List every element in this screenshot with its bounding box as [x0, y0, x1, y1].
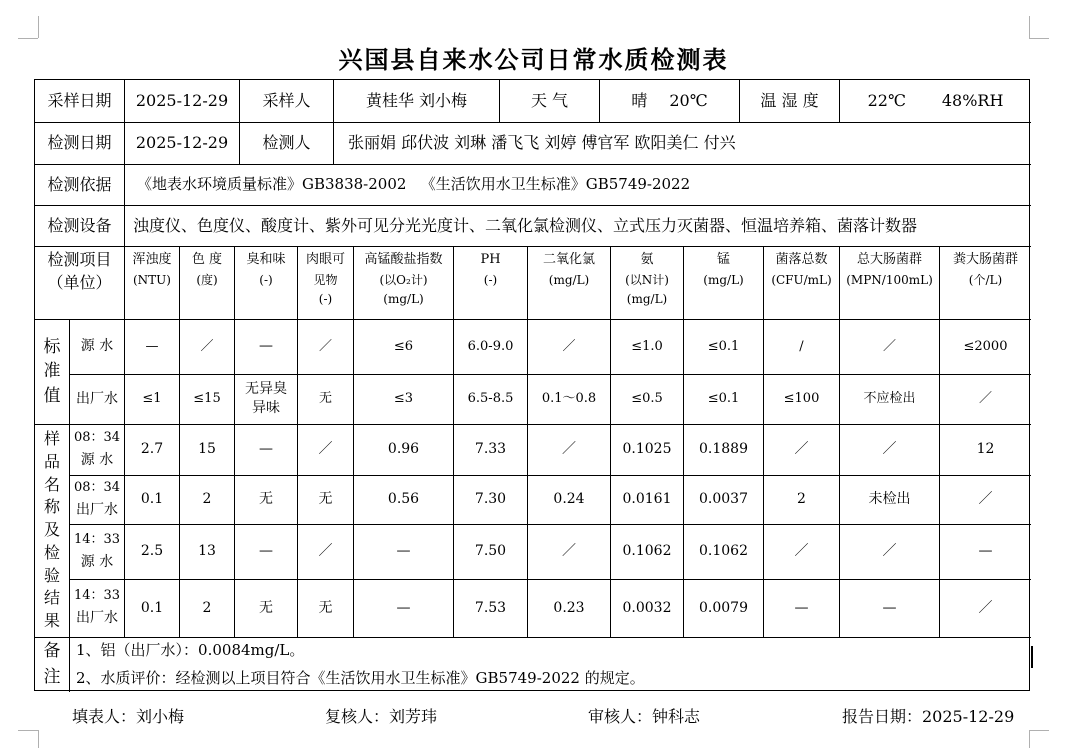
report-date: 报告日期：2025-12-29 [842, 707, 1015, 726]
standard-value-cell: 无 [318, 391, 332, 407]
standard-value-cell: / [799, 338, 804, 354]
sample-value-cell: ／ [978, 491, 993, 508]
standard-value-cell: ≤0.1 [707, 338, 740, 354]
column-header [454, 246, 527, 319]
sample-value-cell: 无 [318, 491, 333, 508]
column-header-line: (mg/L) [548, 272, 590, 287]
equipment-value: 浊度仪、色度仪、酸度计、紫外可见分光光度计、二氧化氯检测仪、立式压力灭菌器、恒温培养箱、菌落计数器 [133, 215, 918, 235]
sample-time: 14：33 [73, 531, 121, 547]
sample-time: 08：34 [73, 479, 121, 495]
column-header-line: (mg/L) [703, 272, 744, 287]
sample-value-cell: ／ [318, 543, 333, 560]
crop-mark [38, 16, 39, 38]
weather-label: 天 气 [530, 91, 569, 111]
sample-value-cell: 0.1062 [699, 543, 748, 560]
remark-line-1: 1、铝（出厂水）：0.0084mg/L。 [76, 641, 305, 660]
column-header-line: 菌落总数 [775, 252, 828, 267]
water-quality-table [34, 79, 1030, 691]
column-header-line: PH [480, 252, 501, 267]
page-title: 兴国县自来水公司日常水质检测表 [338, 45, 729, 74]
sample-value-cell: 0.1 [140, 491, 164, 508]
sample-value-cell: 0.1 [140, 599, 164, 616]
column-header-line: 臭和味 [246, 252, 286, 267]
equipment-label: 检测设备 [47, 215, 112, 235]
sample-source: 源 水 [80, 451, 114, 468]
sample-value-cell: 7.30 [474, 491, 507, 508]
weather-temperature: 20℃ [669, 91, 708, 111]
sample-label-char: 果 [43, 611, 60, 631]
sample-value-cell: — [259, 441, 273, 458]
sample-label [35, 424, 69, 637]
sample-label-char: 名 [43, 474, 60, 494]
sample-row-label [70, 524, 124, 579]
column-header-line: 见物 [313, 272, 338, 287]
column-header [354, 246, 453, 319]
standard-value-cell: ≤100 [783, 391, 820, 407]
column-header-line: (mg/L) [383, 291, 424, 306]
standard-value-cell: ≤1.0 [631, 338, 663, 354]
standard-value-cell: ≤0.1 [707, 391, 740, 407]
remarks-label-char: 备 [43, 641, 61, 661]
column-header-line: 色 度 [191, 252, 223, 267]
sample-value-cell: 未检出 [868, 491, 911, 508]
sample-value-cell: 7.50 [474, 543, 507, 560]
sample-value-cell: 7.53 [474, 599, 507, 616]
column-header [528, 246, 610, 319]
sample-time: 08：34 [73, 429, 121, 445]
crop-mark [1029, 730, 1049, 731]
standard-row-label: 源 水 [80, 338, 114, 355]
sample-value-cell: 0.0032 [622, 599, 672, 616]
standard-value-cell: ≤0.5 [631, 391, 663, 407]
sample-value-cell: 无 [259, 491, 273, 508]
sample-value-cell: 0.23 [553, 599, 585, 616]
temperature-value: 22℃ [867, 91, 906, 111]
sample-label-char: 检 [43, 542, 60, 562]
standard-label-char: 标 [43, 336, 61, 357]
standard-row-label: 出厂水 [76, 390, 118, 407]
weather-value [600, 80, 739, 122]
column-header-line: 锰 [716, 252, 730, 267]
sample-label-char: 及 [43, 520, 60, 540]
standard-value-cell: 0.1～0.8 [541, 391, 597, 407]
column-header-line: (-) [318, 291, 333, 306]
crop-mark [1029, 16, 1030, 38]
standard-value-cell: — [145, 338, 159, 354]
standard-value-cell: ／ [200, 338, 214, 354]
column-header-line: (MPN/100mL) [846, 272, 933, 287]
sample-value-cell: ／ [882, 543, 897, 560]
column-header-line: 二氧化氯 [542, 252, 595, 267]
sample-value-cell: 0.0037 [699, 491, 748, 508]
column-header-line: (以O₂计) [379, 272, 428, 287]
standard-label-char: 值 [43, 385, 61, 406]
column-header-line: (NTU) [133, 272, 171, 287]
sample-value-cell: 12 [976, 441, 995, 458]
standard-value-cell: — [259, 338, 273, 355]
sample-source: 源 水 [80, 553, 114, 570]
sample-value-cell: ／ [882, 441, 897, 458]
column-header-line: 浑浊度 [132, 252, 172, 267]
column-header-line: (mg/L) [626, 291, 668, 306]
sample-value-cell: 0.1062 [622, 543, 672, 560]
column-header [298, 246, 353, 319]
sample-value-cell: ／ [562, 441, 576, 458]
temp-humidity-value [840, 80, 1031, 122]
sample-date-label: 采样日期 [47, 91, 112, 111]
sample-value-cell: — [882, 599, 897, 616]
sample-label-char: 结 [43, 588, 60, 608]
column-header [764, 246, 839, 319]
sample-value-cell: — [259, 543, 273, 560]
temp-humidity-label: 温 湿 度 [760, 91, 819, 111]
sample-value-cell: 7.33 [474, 441, 507, 458]
sample-value-cell: 0.0161 [622, 491, 672, 508]
tester-label: 检测人 [262, 133, 311, 153]
testers-value: 张丽娟 邱伏波 刘琳 潘飞飞 刘婷 傅官军 欧阳美仁 付兴 [348, 133, 736, 153]
column-header [235, 246, 297, 319]
column-header [125, 246, 179, 319]
sample-value-cell: 无 [259, 599, 273, 616]
humidity-value: 48%RH [941, 91, 1004, 111]
standard-value-cell: ／ [318, 338, 332, 354]
sample-value-cell: ／ [978, 599, 993, 616]
sample-value-cell: — [794, 599, 809, 616]
standard-value-cell: ≤3 [393, 391, 414, 407]
standard-label-char: 准 [43, 361, 61, 382]
standard-value-cell: ≤1 [142, 391, 162, 407]
column-header-line: 氨 [640, 252, 654, 267]
sample-label-char: 品 [43, 451, 60, 471]
sample-source: 出厂水 [76, 501, 118, 518]
standard-value-cell: 6.5-8.5 [467, 391, 514, 407]
sample-row-label [70, 579, 124, 637]
basis-label: 检测依据 [47, 174, 112, 194]
test-date-label: 检测日期 [47, 133, 112, 153]
sample-row-label [70, 475, 124, 524]
sample-value-cell: 0.1889 [699, 441, 748, 458]
column-header-line: (以N计) [625, 272, 669, 287]
column-header-line: (-) [259, 272, 273, 287]
column-header-line: 肉眼可 [305, 252, 345, 267]
sample-value-cell: 0.24 [553, 491, 585, 508]
column-header [180, 246, 234, 319]
column-header-line: 高锰酸盐指数 [364, 252, 443, 267]
sample-value-cell: ／ [318, 441, 333, 458]
column-header [940, 246, 1031, 319]
sample-label-char: 验 [43, 565, 60, 585]
filler-signature: 填表人：刘小梅 [72, 707, 185, 726]
crop-mark [18, 38, 38, 39]
sample-value-cell: 15 [198, 441, 216, 458]
standard-value-cell: 不应检出 [863, 391, 916, 407]
sample-value-cell: ／ [794, 543, 809, 560]
column-header [684, 246, 763, 319]
sample-value-cell: — [396, 543, 411, 560]
sample-time: 14：33 [73, 588, 121, 604]
approver-signature: 审核人：钟科志 [588, 707, 701, 726]
sampler-label: 采样人 [262, 91, 311, 111]
sample-value-cell: 2 [202, 599, 212, 616]
standard-value-cell: ≤15 [193, 391, 221, 407]
item-header-line: （单位） [47, 273, 112, 293]
sample-value-cell: ／ [562, 543, 576, 560]
standard-label [35, 319, 69, 424]
basis-value: 《地表水环境质量标准》GB3838-2002 《生活饮用水卫生标准》GB5749-2022 [137, 175, 691, 194]
sample-value-cell: 2 [202, 491, 212, 508]
sample-value-cell: — [978, 543, 993, 560]
test-date-value: 2025-12-29 [135, 133, 229, 153]
column-header-line: (-) [483, 272, 498, 287]
sample-label-char: 样 [43, 429, 60, 449]
crop-mark [38, 730, 39, 748]
standard-value-cell: ／ [882, 338, 896, 354]
sample-value-cell: ／ [794, 441, 809, 458]
column-header-line: 粪大肠菌群 [952, 252, 1018, 267]
remarks-label [35, 637, 69, 692]
standard-value-cell: 6.0-9.0 [467, 338, 514, 354]
sample-value-cell: 0.0079 [699, 599, 748, 616]
text-cursor [1031, 646, 1033, 668]
column-header [840, 246, 939, 319]
standard-value-cell: ／ [978, 391, 992, 407]
sample-value-cell: 0.56 [387, 491, 420, 508]
samplers-value: 黄桂华 刘小梅 [365, 91, 468, 111]
sample-value-cell: — [396, 599, 411, 616]
item-header [35, 246, 124, 319]
sample-value-cell: 0.96 [387, 441, 420, 458]
standard-value-cell: ／ [562, 338, 576, 354]
remark-line-2: 2、水质评价：经检测以上项目符合《生活饮用水卫生标准》GB5749-2022 的规定。 [76, 668, 645, 687]
column-header-line: (度) [196, 272, 218, 287]
column-header [611, 246, 683, 319]
crop-mark [1029, 730, 1030, 748]
crop-mark [18, 730, 38, 731]
crop-mark [1029, 38, 1049, 39]
sample-value-cell: 0.1025 [622, 441, 672, 458]
sample-value-cell: 无 [318, 599, 333, 616]
sample-date-value: 2025-12-29 [135, 91, 229, 111]
weather-text: 晴 [631, 91, 648, 111]
sample-source: 出厂水 [76, 610, 118, 627]
sample-value-cell: 13 [198, 543, 216, 560]
item-header-line: 检测项目 [47, 250, 112, 269]
sample-value-cell: 2.7 [140, 441, 164, 458]
sample-value-cell: 2 [797, 491, 806, 508]
remarks-label-char: 注 [43, 666, 61, 687]
column-header-line: (CFU/mL) [771, 272, 832, 287]
sample-value-cell: 2.5 [140, 543, 164, 560]
standard-value-cell: ≤6 [393, 338, 414, 354]
sample-row-label [70, 424, 124, 475]
standard-value-cell: ≤2000 [963, 338, 1008, 354]
column-header-line: (个/L) [968, 272, 1003, 287]
sample-label-char: 称 [43, 497, 60, 517]
column-header-line: 总大肠菌群 [856, 252, 922, 267]
reviewer-signature: 复核人：刘芳玮 [325, 707, 438, 726]
standard-value-cell: 无异臭异味 [245, 381, 287, 416]
